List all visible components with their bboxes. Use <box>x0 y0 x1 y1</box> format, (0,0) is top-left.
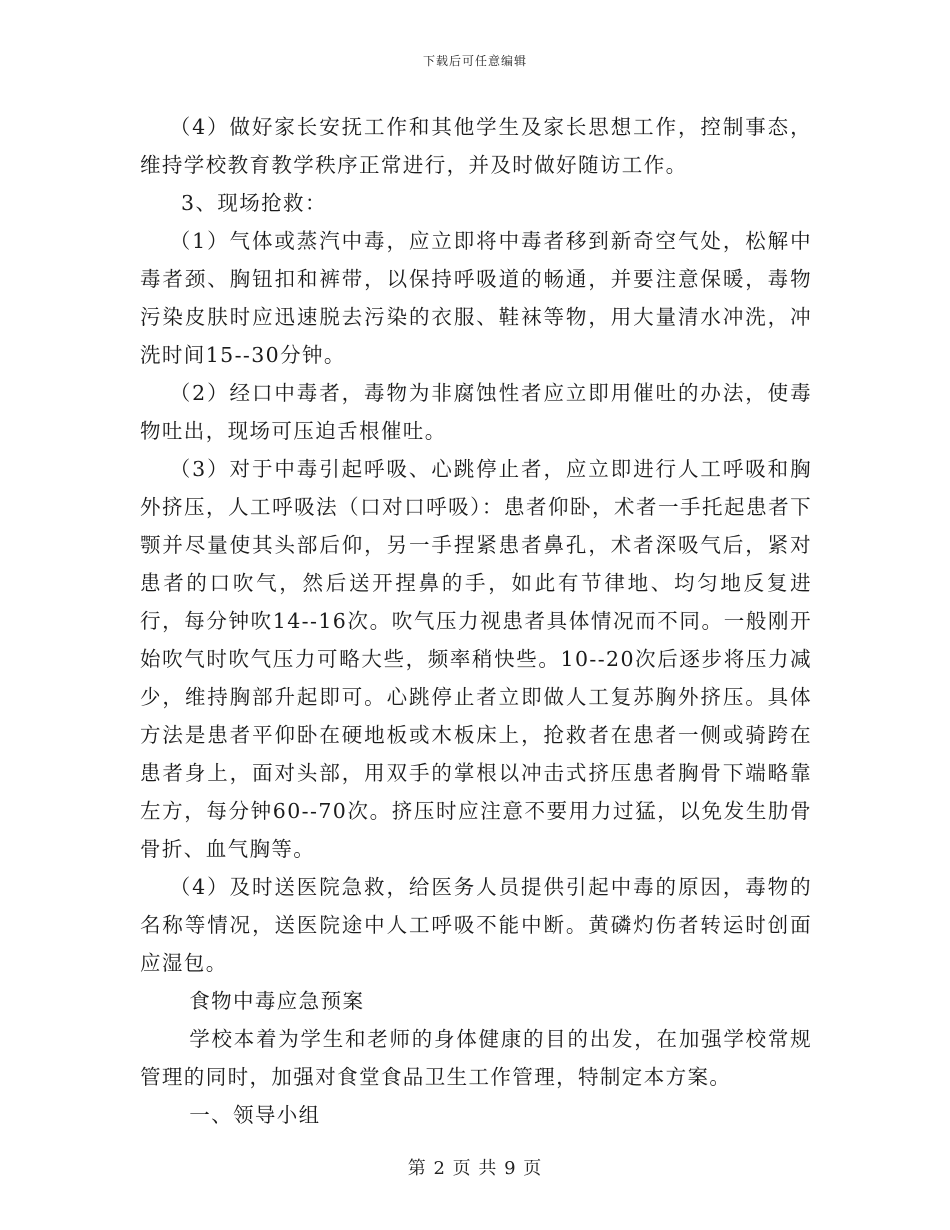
paragraph-gas-poisoning: （1）气体或蒸汽中毒，应立即将中毒者移到新奇空气处，松解中毒者颈、胸钮扣和裤带，以保持呼吸道的畅通，并要注意保暖，毒物污染皮肤时应迅速脱去污染的衣服、鞋袜等物，用大量清水冲洗，冲洗时间15--30分钟。 <box>140 229 812 367</box>
paragraph-item-4-comfort: （4）做好家长安抚工作和其他学生及家长思想工作，控制事态，维持学校教育教学秩序正常进行，并及时做好随访工作。 <box>140 115 812 177</box>
paragraph-hospital-transfer: （4）及时送医院急救，给医务人员提供引起中毒的原因，毒物的名称等情况，送医院途中人工呼吸不能中断。黄磷灼伤者转运时创面应湿包。 <box>140 875 812 975</box>
paragraph-cpr: （3）对于中毒引起呼吸、心跳停止者，应立即进行人工呼吸和胸外挤压，人工呼吸法（口对口呼吸）：患者仰卧，术者一手托起患者下颚并尽量使其头部后仰，另一手捏紧患者鼻孔，术者深吸气后，紧对患者的口吹气，然后送开捏鼻的手，如此有节律地、均匀地反复进行，每分钟吹14--16次。吹气压力视患者具体情况而不同。一般刚开始吹气时吹气压力可略大些，频率稍快些。10--20次后逐步将压力减少，维持胸部升起即可。心跳停止者立即做人工复苏胸外挤压。具体方法是患者平仰卧在硬地板或木板床上，抢救者在患者一侧或骑跨在患者身上，面对头部，用双手的掌根以冲击式挤压患者胸骨下端略靠左方，每分钟60--70次。挤压时应注意不要用力过猛，以免发生肋骨骨折、血气胸等。 <box>140 457 812 861</box>
page-header: 下载后可任意编辑 <box>422 54 527 68</box>
page-footer: 第 2 页 共 9 页 <box>407 1158 543 1179</box>
paragraph-oral-poisoning: （2）经口中毒者，毒物为非腐蚀性者应立即用催吐的办法，使毒物吐出，现场可压迫舌根催吐。 <box>140 381 812 443</box>
section-heading-leadership-group: 一、领导小组 <box>189 1103 321 1127</box>
document-body <box>140 108 812 1134</box>
section-title-food-poisoning-plan: 食物中毒应急预案 <box>189 989 365 1013</box>
paragraph-plan-intro: 学校本着为学生和老师的身体健康的目的出发，在加强学校常规管理的同时，加强对食堂食品卫生工作管理，特制定本方案。 <box>140 1027 812 1089</box>
section-heading-onsite-rescue: 3、现场抢救： <box>181 191 327 215</box>
